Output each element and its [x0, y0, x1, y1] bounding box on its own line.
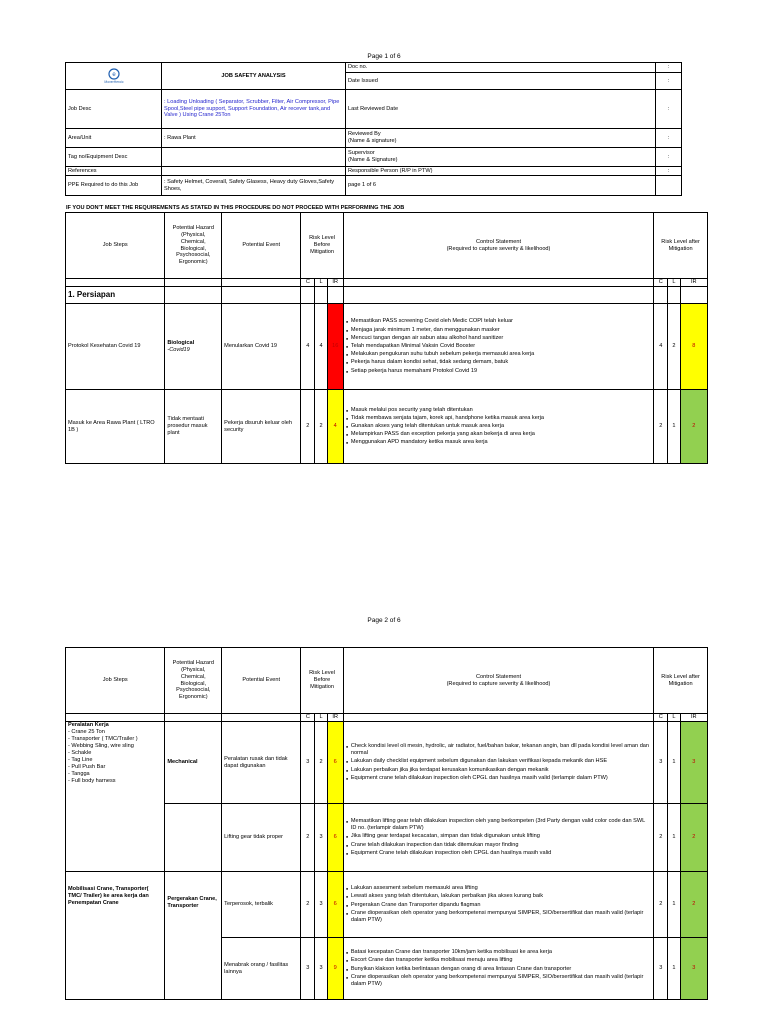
control-item: ● Crane telah dilakukan inspection dan tidak ditemukan mayor finding [346, 842, 651, 849]
control-item: ● Setiap pekerja harus memahami Protokol Covid 19 [346, 368, 651, 375]
potential-hazard: Biological -Covid19 [165, 304, 222, 390]
col-potential-event: Potential Event [222, 213, 301, 279]
control-item: ● Lewati akses yang telah ditentukan, lakukan perbaikan jika akses kurang baik [346, 893, 651, 900]
risk-l-after: 1 [668, 872, 680, 938]
risk-c: 2 [301, 872, 315, 938]
ppe-label: PPE Required to do this Job [66, 176, 162, 196]
company-logo [68, 68, 159, 84]
potential-hazard: Pergerakan Crane, Transporter [165, 872, 222, 1000]
control-item: ● Pekerja harus dalam kondisi sehat, tidak sedang demam, batuk [346, 359, 651, 366]
responsible-value: : [656, 167, 682, 176]
col-c: C [301, 714, 315, 722]
col-potential-event: Potential Event [222, 648, 301, 714]
risk-c: 2 [301, 804, 315, 872]
table-row [66, 722, 708, 804]
risk-l-after: 1 [668, 390, 680, 464]
col-ir: IR [327, 714, 343, 722]
equipment-item: - Webbing Sling, wire sling [68, 742, 134, 749]
risk-c-after: 2 [654, 390, 668, 464]
svg-text:MoverHeroic: MoverHeroic [103, 80, 124, 84]
col-risk-before: Risk Level Before Mitigation [301, 648, 344, 714]
col-ir: IR [327, 279, 343, 287]
area-label: Area/Unit [66, 129, 162, 148]
control-item: ● Masuk melalui pos security yang telah ditentukan [346, 407, 651, 414]
ppe-value: : Safety Helmet, Coverall, Safety Glasess, Heavy duty Gloves,Safety Shoes, [162, 176, 346, 196]
control-item: ● Memastikan PASS screening Covid oleh Medic COPI telah keluar [346, 318, 651, 325]
job-desc-label: Job Desc [66, 90, 162, 129]
equipment-item: - Crane 25 Ton [68, 728, 105, 735]
control-item: ● Pergerakan Crane dan Transporter dipandu flagman [346, 902, 651, 909]
section-title: 1. Persiapan [66, 287, 165, 304]
area-value: : Rawa Plant [162, 129, 346, 148]
control-item: ● Gunakan akses yang telah ditentukan untuk masuk area kerja [346, 423, 651, 430]
equipment-item: - Tangga [68, 770, 90, 777]
control-item: ● Mencuci tangan dengan air sabun atau alkohol hand sanitizer [346, 335, 651, 342]
control-item: ● Crane dioperasikan oleh operator yang berkompetensi mempunyai SIMPER, SIO/bersertifikat dan masih valid (terlapir dalam PTW) [346, 910, 651, 924]
risk-c: 3 [301, 938, 315, 1000]
doc-no-value: : [656, 63, 682, 73]
risk-l: 2 [315, 390, 327, 464]
control-item: ● Bunyikan klakson ketika berlintasan dengan orang di area lintasan Crane dan transporter [346, 966, 651, 973]
control-item: ● Tidak membawa senjata tajam, korek api, handphone ketika masuk area kerja [346, 415, 651, 422]
control-item: ● Crane dioperasikan oleh operator yang berkompetensi mempunyai SIMPER, SIO/bersertifikat dan masih valid (terlapir dalam PTW) [346, 974, 651, 988]
supervisor-label: Supervisor (Name & Signature) [346, 148, 656, 167]
risk-ir: 6 [327, 804, 343, 872]
risk-ir-after: 3 [680, 938, 707, 1000]
potential-hazard [165, 804, 222, 872]
page-of-label: page 1 of 6 [346, 176, 656, 196]
control-statement [343, 722, 653, 804]
col-l-after: L [668, 279, 680, 287]
svg-text:e: e [111, 72, 116, 78]
col-risk-after: Risk Level after Mitigation [654, 213, 708, 279]
table-row [66, 390, 708, 464]
control-item: ● Lakukan perbaikan jika jika terdapat kerusakan komunikasikan dengan mekanik [346, 767, 651, 774]
risk-ir-after: 2 [680, 804, 707, 872]
control-item: ● Escort Crane dan transporter ketika mobilisasi menuju area lifting [346, 957, 651, 964]
risk-c-after: 3 [654, 722, 668, 804]
company-logo-icon [92, 68, 136, 84]
control-item: ● Lakukan daily checklist equipment sebelum digunakan dan lakukan verifikasi kepada mekanik dan HSE [346, 758, 651, 765]
tag-value [162, 148, 346, 167]
risk-l: 2 [315, 722, 327, 804]
col-risk-before: Risk Level Before Mitigation [301, 213, 344, 279]
potential-hazard: Mechanical [165, 722, 222, 804]
risk-ir: 4 [327, 390, 343, 464]
page-number: Page 1 of 6 [367, 53, 401, 60]
control-item: ● Jika lifting gear terdapat kecacatan, simpan dan tidak digunakan untuk lifting [346, 833, 651, 840]
equipment-item: - Schakle [68, 749, 92, 756]
company-logo-cell [66, 63, 162, 90]
control-item: ● Check kondisi level oli mesin, hydrolic, air radiator, fuel/bahan bakar, tekanan angin, ban dll pada kondisi level aman dan normal [346, 743, 651, 757]
job-step: Mobilisasi Crane, Transporter( TMC/ Trailer) ke area kerja dan Penempatan Crane [66, 872, 165, 1000]
potential-hazard: Tidak mentaati prosedur masuk plant [165, 390, 222, 464]
references-label: References [66, 167, 162, 176]
potential-event: Lifting gear tidak proper [222, 804, 301, 872]
risk-c: 4 [301, 304, 315, 390]
col-c-after: C [654, 714, 668, 722]
equipment-item: - Tag Line [68, 756, 93, 763]
job-step: Protokol Kesehatan Covid 19 [66, 304, 165, 390]
potential-event: Pekerja disuruh keluar oleh security [222, 390, 301, 464]
col-risk-after: Risk Level after Mitigation [654, 648, 708, 714]
control-item: ● Lakukan assesment sebelum memasuki area lifting [346, 885, 651, 892]
risk-l-after: 2 [668, 304, 680, 390]
tag-label: Tag no/Equipment Desc [66, 148, 162, 167]
control-item: ● Equipment Crane telah dilakukan inspection oleh CPGL dan hasilnya masih valid [346, 850, 651, 857]
potential-event: Peralatan rusak dan tidak dapat digunakan [222, 722, 301, 804]
control-item: ● Equipment crane telah dilakukan inspection oleh CPGL dan hasilnya masih valid (terlampir dalam PTW) [346, 775, 651, 782]
control-item: ● Batasi kecepatan Crane dan transporter 10km/jam ketika mobilisasi ke area kerja [346, 949, 651, 956]
equipment-item: - Full body harness [68, 777, 116, 784]
risk-ir: 16 [327, 304, 343, 390]
risk-c-after: 2 [654, 804, 668, 872]
risk-ir: 6 [327, 722, 343, 804]
col-c-after: C [654, 279, 668, 287]
risk-ir-after: 3 [680, 722, 707, 804]
date-issued-label: Date Issued [346, 73, 656, 90]
risk-ir-after: 8 [680, 304, 707, 390]
control-statement [343, 304, 653, 390]
risk-c-after: 4 [654, 304, 668, 390]
equipment-item: - Transporter ( TMC/Trailer ) [68, 735, 138, 742]
job-desc-value: : Loading Unloading ( Separator, Scrubber, Filter, Air Compressor, Pipe Spool,Steel pipe support, Support Foundation, Air recever tank,and Valve ) Using Crane 25Ton [162, 90, 346, 129]
risk-l-after: 1 [668, 722, 680, 804]
col-l: L [315, 714, 327, 722]
risk-l-after: 1 [668, 938, 680, 1000]
control-statement [343, 938, 653, 1000]
control-item: ● Melakukan pengukuran suhu tubuh sebelum pekerja memasuki area kerja [346, 351, 651, 358]
col-potential-hazard: Potential Hazard (Physical, Chemical, Biological, Psychosocial, Ergonomic) [165, 648, 222, 714]
risk-ir: 6 [327, 872, 343, 938]
page-of-value [656, 176, 682, 196]
table-row [66, 872, 708, 938]
control-statement [343, 872, 653, 938]
risk-l: 3 [315, 938, 327, 1000]
references-value [162, 167, 346, 176]
jsa-main-table-page2 [65, 647, 708, 1000]
jsa-header-table [65, 62, 682, 196]
supervisor-value: : [656, 148, 682, 167]
col-job-steps: Job Steps [66, 648, 165, 714]
warning-banner: IF YOU DON'T MEET THE REQUIREMENTS AS STATED IN THIS PROCEDURE DO NOT PROCEED WITH PERFORMING THE JOB [66, 205, 405, 211]
control-statement [343, 390, 653, 464]
page-number: Page 2 of 6 [367, 617, 401, 624]
risk-l: 3 [315, 872, 327, 938]
risk-l-after: 1 [668, 804, 680, 872]
potential-event: Menularkan Covid 19 [222, 304, 301, 390]
equipment-item: - Pull Push Bar [68, 763, 106, 770]
risk-c-after: 2 [654, 872, 668, 938]
risk-c: 3 [301, 722, 315, 804]
risk-l: 3 [315, 804, 327, 872]
date-issued-value: : [656, 73, 682, 90]
col-control-statement: Control Statement (Required to capture severity & likelihood) [343, 213, 653, 279]
control-item: ● Telah mendapatkan Minimal Vaksin Covid Booster [346, 343, 651, 350]
jsa-main-table-page1 [65, 212, 708, 464]
doc-title: JOB SAFETY ANALYSIS [162, 63, 346, 90]
col-ir-after: IR [680, 714, 707, 722]
risk-c-after: 3 [654, 938, 668, 1000]
col-c: C [301, 279, 315, 287]
risk-c: 2 [301, 390, 315, 464]
risk-l: 4 [315, 304, 327, 390]
risk-ir: 9 [327, 938, 343, 1000]
job-step: Peralatan Kerja - Crane 25 Ton - Transporter ( TMC/Trailer ) - Webbing Sling, wire sling - Schakle - Tag Line - Pull Push Bar - Tangga - Full body harness [66, 722, 165, 872]
col-control-statement: Control Statement (Required to capture severity & likelihood) [343, 648, 653, 714]
responsible-label: Responsible Person (R/P in PTW) [346, 167, 656, 176]
col-potential-hazard: Potential Hazard (Physical, Chemical, Biological, Psychosocial, Ergonomic) [165, 213, 222, 279]
control-statement [343, 804, 653, 872]
last-reviewed-label: Last Reviewed Date [346, 90, 656, 129]
control-item: ● Menjaga jarak minimum 1 meter, dan menggunakan masker [346, 327, 651, 334]
doc-no-label: Doc no. [346, 63, 656, 73]
reviewed-by-value: : [656, 129, 682, 148]
control-item: ● Memastikan lifting gear telah dilakukan inspection oleh yang berkompeten (3rd Party dengan valid color code dan SWL ID no. (terlampir dalam PTW) [346, 818, 651, 832]
control-item: ● Melampirkan PASS dan exception pekerja yang akan bekerja di area kerja [346, 431, 651, 438]
last-reviewed-value: : [656, 90, 682, 129]
col-l-after: L [668, 714, 680, 722]
risk-ir-after: 2 [680, 390, 707, 464]
potential-event: Menabrak orang / fasilitas lainnya [222, 938, 301, 1000]
col-l: L [315, 279, 327, 287]
reviewed-by-label: Reviewed By (Name & signature) [346, 129, 656, 148]
table-row [66, 304, 708, 390]
risk-ir-after: 2 [680, 872, 707, 938]
potential-event: Terperosok, terbalik [222, 872, 301, 938]
control-item: ● Menggunakan APD mandatory ketika masuk area kerja [346, 439, 651, 446]
col-ir-after: IR [680, 279, 707, 287]
col-job-steps: Job Steps [66, 213, 165, 279]
job-step: Masuk ke Area Rawa Plant ( LTRO 1B ) [66, 390, 165, 464]
